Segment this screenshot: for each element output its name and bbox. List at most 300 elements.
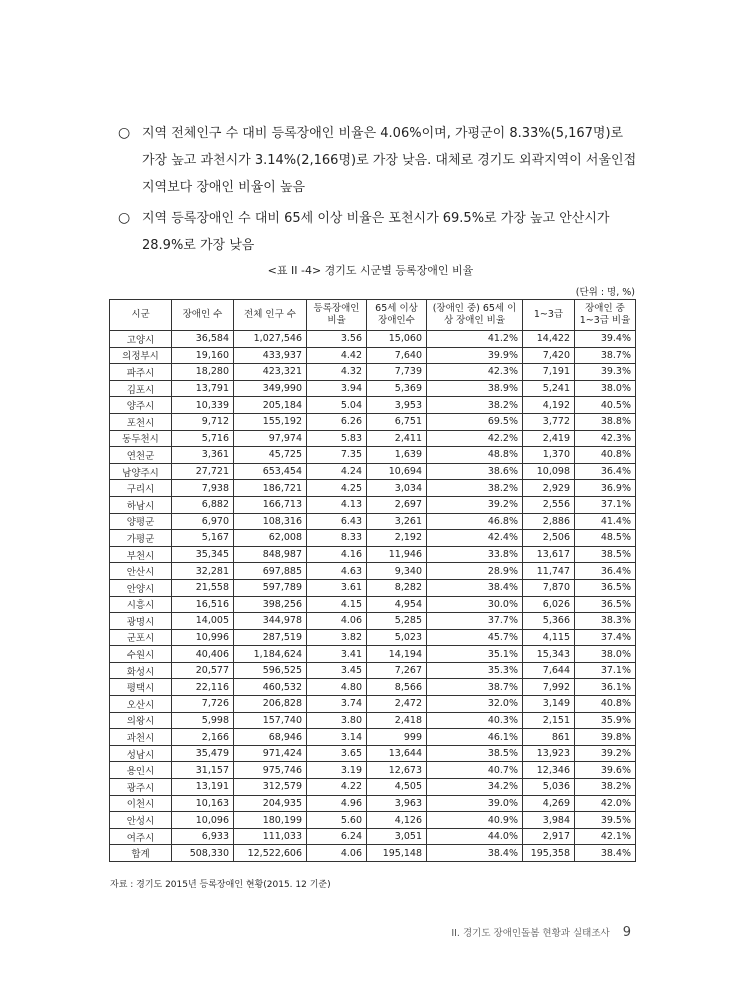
table-row — [110, 397, 636, 414]
value-cell: 46.1% — [427, 729, 523, 746]
value-cell: 4.80 — [307, 679, 367, 696]
table-row — [110, 380, 636, 397]
bullet-text: 지역 전체인구 수 대비 등록장애인 비율은 4.06%이며, 가평군이 8.33%(5,167명)로 가장 높고 과천시가 3.14%(2,166명)로 가장 낮음. 대체로 경기도 외곽지역이 서울인접지역보다 장애인 비율이 높음 — [142, 126, 637, 195]
value-cell: 44.0% — [427, 828, 523, 845]
value-cell: 4.96 — [307, 795, 367, 812]
region-cell: 성남시 — [110, 745, 172, 762]
value-cell: 5,167 — [172, 530, 234, 547]
value-cell: 5,285 — [367, 613, 427, 630]
value-cell: 349,990 — [234, 380, 307, 397]
value-cell: 41.2% — [427, 331, 523, 348]
region-cell: 이천시 — [110, 795, 172, 812]
value-cell: 42.3% — [575, 430, 636, 447]
value-cell: 35,345 — [172, 546, 234, 563]
value-cell: 69.5% — [427, 413, 523, 430]
value-cell: 36.4% — [575, 563, 636, 580]
value-cell: 2,697 — [367, 496, 427, 513]
value-cell: 4.15 — [307, 596, 367, 613]
value-cell: 7.35 — [307, 447, 367, 464]
value-cell: 5.83 — [307, 430, 367, 447]
value-cell: 38.4% — [575, 845, 636, 862]
value-cell: 38.2% — [427, 397, 523, 414]
value-cell: 40,406 — [172, 646, 234, 663]
value-cell: 1,370 — [523, 447, 575, 464]
value-cell: 7,644 — [523, 662, 575, 679]
region-cell: 포천시 — [110, 413, 172, 430]
table-row — [110, 812, 636, 829]
table-row — [110, 447, 636, 464]
value-cell: 166,713 — [234, 496, 307, 513]
value-cell: 12,522,606 — [234, 845, 307, 862]
table-row — [110, 729, 636, 746]
table-row — [110, 563, 636, 580]
value-cell: 33.8% — [427, 546, 523, 563]
table-row — [110, 413, 636, 430]
value-cell: 4,192 — [523, 397, 575, 414]
region-cell: 광주시 — [110, 779, 172, 796]
value-cell: 13,617 — [523, 546, 575, 563]
bullet-item — [118, 120, 638, 201]
region-cell: 화성시 — [110, 662, 172, 679]
value-cell: 1,639 — [367, 447, 427, 464]
value-cell: 287,519 — [234, 629, 307, 646]
value-cell: 4,269 — [523, 795, 575, 812]
value-cell: 38.7% — [575, 347, 636, 364]
region-cell: 부천시 — [110, 546, 172, 563]
value-cell: 62,008 — [234, 530, 307, 547]
value-cell: 6.43 — [307, 513, 367, 530]
value-cell: 971,424 — [234, 745, 307, 762]
bullet-list — [118, 120, 638, 263]
value-cell: 344,978 — [234, 613, 307, 630]
table-row — [110, 795, 636, 812]
value-cell: 38.7% — [427, 679, 523, 696]
value-cell: 975,746 — [234, 762, 307, 779]
value-cell: 38.5% — [427, 745, 523, 762]
header-cell: 전체 인구 수 — [234, 300, 307, 331]
table-body — [110, 331, 636, 862]
value-cell: 10,096 — [172, 812, 234, 829]
value-cell: 3,953 — [367, 397, 427, 414]
value-cell: 9,340 — [367, 563, 427, 580]
value-cell: 7,420 — [523, 347, 575, 364]
value-cell: 40.5% — [575, 397, 636, 414]
header-cell: 65세 이상 장애인수 — [367, 300, 427, 331]
footer-section-title: II. 경기도 장애인돌봄 현황과 실태조사 — [451, 928, 610, 939]
value-cell: 861 — [523, 729, 575, 746]
value-cell: 3,149 — [523, 696, 575, 713]
table-header-row — [110, 300, 636, 331]
value-cell: 1,184,624 — [234, 646, 307, 663]
value-cell: 42.4% — [427, 530, 523, 547]
region-cell: 하남시 — [110, 496, 172, 513]
disability-ratio-table — [109, 299, 636, 862]
value-cell: 3,051 — [367, 828, 427, 845]
value-cell: 2,506 — [523, 530, 575, 547]
value-cell: 38.2% — [575, 779, 636, 796]
bullet-item — [118, 205, 638, 259]
table-row — [110, 546, 636, 563]
value-cell: 460,532 — [234, 679, 307, 696]
value-cell: 3.14 — [307, 729, 367, 746]
value-cell: 3.80 — [307, 712, 367, 729]
value-cell: 848,987 — [234, 546, 307, 563]
table-row — [110, 679, 636, 696]
value-cell: 5,036 — [523, 779, 575, 796]
value-cell: 8,282 — [367, 579, 427, 596]
table-caption: <표 II -4> 경기도 시군별 등록장애인 비율 — [267, 264, 474, 277]
value-cell: 7,870 — [523, 579, 575, 596]
value-cell: 3.65 — [307, 745, 367, 762]
region-cell: 안양시 — [110, 579, 172, 596]
circle-bullet-icon: ○ — [118, 210, 131, 226]
value-cell: 2,418 — [367, 712, 427, 729]
table-row — [110, 613, 636, 630]
value-cell: 13,791 — [172, 380, 234, 397]
value-cell: 39.9% — [427, 347, 523, 364]
value-cell: 39.2% — [575, 745, 636, 762]
value-cell: 35,479 — [172, 745, 234, 762]
header-cell: 장애인 중 1~3급 비율 — [575, 300, 636, 331]
value-cell: 1,027,546 — [234, 331, 307, 348]
region-cell: 안성시 — [110, 812, 172, 829]
table-row — [110, 629, 636, 646]
header-cell: 1~3급 — [523, 300, 575, 331]
value-cell: 6.26 — [307, 413, 367, 430]
table-row — [110, 596, 636, 613]
value-cell: 3.61 — [307, 579, 367, 596]
value-cell: 508,330 — [172, 845, 234, 862]
region-cell: 의왕시 — [110, 712, 172, 729]
table-row — [110, 779, 636, 796]
value-cell: 999 — [367, 729, 427, 746]
value-cell: 22,116 — [172, 679, 234, 696]
region-cell: 양주시 — [110, 397, 172, 414]
value-cell: 697,885 — [234, 563, 307, 580]
value-cell: 8,566 — [367, 679, 427, 696]
header-cell: 장애인 수 — [172, 300, 234, 331]
value-cell: 2,192 — [367, 530, 427, 547]
header-cell: 등록장애인 비율 — [307, 300, 367, 331]
value-cell: 41.4% — [575, 513, 636, 530]
value-cell: 4.13 — [307, 496, 367, 513]
value-cell: 195,148 — [367, 845, 427, 862]
value-cell: 31,157 — [172, 762, 234, 779]
value-cell: 13,923 — [523, 745, 575, 762]
value-cell: 48.5% — [575, 530, 636, 547]
region-cell: 가평군 — [110, 530, 172, 547]
value-cell: 38.8% — [575, 413, 636, 430]
value-cell: 40.9% — [427, 812, 523, 829]
value-cell: 3,772 — [523, 413, 575, 430]
value-cell: 2,472 — [367, 696, 427, 713]
table-row — [110, 530, 636, 547]
value-cell: 40.7% — [427, 762, 523, 779]
value-cell: 596,525 — [234, 662, 307, 679]
region-cell: 동두천시 — [110, 430, 172, 447]
value-cell: 4.25 — [307, 480, 367, 497]
value-cell: 9,712 — [172, 413, 234, 430]
value-cell: 7,191 — [523, 364, 575, 381]
value-cell: 111,033 — [234, 828, 307, 845]
value-cell: 14,194 — [367, 646, 427, 663]
value-cell: 12,346 — [523, 762, 575, 779]
value-cell: 5.60 — [307, 812, 367, 829]
value-cell: 3.74 — [307, 696, 367, 713]
value-cell: 27,721 — [172, 463, 234, 480]
value-cell: 157,740 — [234, 712, 307, 729]
table-row — [110, 579, 636, 596]
value-cell: 15,343 — [523, 646, 575, 663]
region-cell: 과천시 — [110, 729, 172, 746]
table-row — [110, 712, 636, 729]
value-cell: 39.0% — [427, 795, 523, 812]
value-cell: 2,411 — [367, 430, 427, 447]
value-cell: 3.94 — [307, 380, 367, 397]
value-cell: 40.3% — [427, 712, 523, 729]
value-cell: 3,963 — [367, 795, 427, 812]
page-number: 9 — [622, 925, 631, 940]
region-cell: 구리시 — [110, 480, 172, 497]
value-cell: 36.4% — [575, 463, 636, 480]
value-cell: 13,644 — [367, 745, 427, 762]
table-row — [110, 696, 636, 713]
value-cell: 34.2% — [427, 779, 523, 796]
value-cell: 39.8% — [575, 729, 636, 746]
region-cell: 김포시 — [110, 380, 172, 397]
value-cell: 5.04 — [307, 397, 367, 414]
value-cell: 7,992 — [523, 679, 575, 696]
region-cell: 연천군 — [110, 447, 172, 464]
value-cell: 4.16 — [307, 546, 367, 563]
value-cell: 37.1% — [575, 496, 636, 513]
value-cell: 42.0% — [575, 795, 636, 812]
value-cell: 42.1% — [575, 828, 636, 845]
value-cell: 28.9% — [427, 563, 523, 580]
value-cell: 4.22 — [307, 779, 367, 796]
circle-bullet-icon: ○ — [118, 125, 131, 141]
value-cell: 10,996 — [172, 629, 234, 646]
value-cell: 36,584 — [172, 331, 234, 348]
value-cell: 597,789 — [234, 579, 307, 596]
value-cell: 2,929 — [523, 480, 575, 497]
header-cell: 시군 — [110, 300, 172, 331]
value-cell: 15,060 — [367, 331, 427, 348]
value-cell: 398,256 — [234, 596, 307, 613]
table-row — [110, 513, 636, 530]
value-cell: 37.7% — [427, 613, 523, 630]
value-cell: 3,261 — [367, 513, 427, 530]
value-cell: 5,998 — [172, 712, 234, 729]
region-cell: 광명시 — [110, 613, 172, 630]
value-cell: 4.06 — [307, 845, 367, 862]
value-cell: 4,954 — [367, 596, 427, 613]
table-row — [110, 762, 636, 779]
table-row — [110, 430, 636, 447]
value-cell: 8.33 — [307, 530, 367, 547]
region-cell: 안산시 — [110, 563, 172, 580]
value-cell: 2,419 — [523, 430, 575, 447]
value-cell: 36.5% — [575, 579, 636, 596]
value-cell: 40.8% — [575, 696, 636, 713]
region-cell: 평택시 — [110, 679, 172, 696]
value-cell: 13,191 — [172, 779, 234, 796]
value-cell: 38.5% — [575, 546, 636, 563]
value-cell: 6,933 — [172, 828, 234, 845]
table-row — [110, 662, 636, 679]
value-cell: 97,974 — [234, 430, 307, 447]
value-cell: 36.5% — [575, 596, 636, 613]
value-cell: 10,098 — [523, 463, 575, 480]
table-row — [110, 347, 636, 364]
value-cell: 32,281 — [172, 563, 234, 580]
value-cell: 186,721 — [234, 480, 307, 497]
value-cell: 7,726 — [172, 696, 234, 713]
value-cell: 42.3% — [427, 364, 523, 381]
source-note: 자료 : 경기도 2015년 등록장애인 현황(2015. 12 기준) — [110, 880, 331, 890]
value-cell: 35.9% — [575, 712, 636, 729]
value-cell: 423,321 — [234, 364, 307, 381]
value-cell: 38.2% — [427, 480, 523, 497]
value-cell: 2,166 — [172, 729, 234, 746]
value-cell: 38.9% — [427, 380, 523, 397]
value-cell: 180,199 — [234, 812, 307, 829]
value-cell: 46.8% — [427, 513, 523, 530]
table-row — [110, 845, 636, 862]
value-cell: 4.42 — [307, 347, 367, 364]
region-cell: 시흥시 — [110, 596, 172, 613]
value-cell: 4,115 — [523, 629, 575, 646]
value-cell: 32.0% — [427, 696, 523, 713]
region-cell: 양평군 — [110, 513, 172, 530]
value-cell: 39.2% — [427, 496, 523, 513]
table-row — [110, 364, 636, 381]
value-cell: 12,673 — [367, 762, 427, 779]
value-cell: 6,751 — [367, 413, 427, 430]
value-cell: 36.1% — [575, 679, 636, 696]
region-cell: 남양주시 — [110, 463, 172, 480]
value-cell: 6,026 — [523, 596, 575, 613]
value-cell: 6,882 — [172, 496, 234, 513]
value-cell: 39.6% — [575, 762, 636, 779]
value-cell: 2,556 — [523, 496, 575, 513]
value-cell: 205,184 — [234, 397, 307, 414]
value-cell: 38.0% — [575, 380, 636, 397]
value-cell: 21,558 — [172, 579, 234, 596]
value-cell: 14,005 — [172, 613, 234, 630]
value-cell: 5,366 — [523, 613, 575, 630]
value-cell: 38.4% — [427, 579, 523, 596]
region-cell: 고양시 — [110, 331, 172, 348]
region-cell: 합계 — [110, 845, 172, 862]
region-cell: 수원시 — [110, 646, 172, 663]
value-cell: 39.3% — [575, 364, 636, 381]
value-cell: 7,267 — [367, 662, 427, 679]
value-cell: 5,369 — [367, 380, 427, 397]
value-cell: 155,192 — [234, 413, 307, 430]
value-cell: 10,339 — [172, 397, 234, 414]
table-row — [110, 646, 636, 663]
value-cell: 16,516 — [172, 596, 234, 613]
value-cell: 14,422 — [523, 331, 575, 348]
value-cell: 3,984 — [523, 812, 575, 829]
bullet-text: 지역 등록장애인 수 대비 65세 이상 비율은 포천시가 69.5%로 가장 높고 안산시가 28.9%로 가장 낮음 — [142, 211, 610, 253]
value-cell: 5,241 — [523, 380, 575, 397]
value-cell: 10,694 — [367, 463, 427, 480]
value-cell: 4.24 — [307, 463, 367, 480]
value-cell: 7,938 — [172, 480, 234, 497]
value-cell: 20,577 — [172, 662, 234, 679]
value-cell: 4.32 — [307, 364, 367, 381]
value-cell: 37.4% — [575, 629, 636, 646]
value-cell: 4,126 — [367, 812, 427, 829]
table-row — [110, 828, 636, 845]
value-cell: 38.4% — [427, 845, 523, 862]
table-row — [110, 463, 636, 480]
value-cell: 4.63 — [307, 563, 367, 580]
value-cell: 653,454 — [234, 463, 307, 480]
table-unit: (단위 : 명, %) — [575, 287, 635, 298]
value-cell: 3.56 — [307, 331, 367, 348]
value-cell: 108,316 — [234, 513, 307, 530]
value-cell: 35.1% — [427, 646, 523, 663]
value-cell: 5,716 — [172, 430, 234, 447]
value-cell: 3.45 — [307, 662, 367, 679]
value-cell: 19,160 — [172, 347, 234, 364]
value-cell: 2,151 — [523, 712, 575, 729]
value-cell: 3.41 — [307, 646, 367, 663]
value-cell: 433,937 — [234, 347, 307, 364]
region-cell: 파주시 — [110, 364, 172, 381]
value-cell: 2,886 — [523, 513, 575, 530]
region-cell: 오산시 — [110, 696, 172, 713]
value-cell: 18,280 — [172, 364, 234, 381]
value-cell: 48.8% — [427, 447, 523, 464]
value-cell: 6.24 — [307, 828, 367, 845]
value-cell: 38.6% — [427, 463, 523, 480]
value-cell: 312,579 — [234, 779, 307, 796]
value-cell: 11,747 — [523, 563, 575, 580]
value-cell: 37.1% — [575, 662, 636, 679]
table-row — [110, 745, 636, 762]
value-cell: 3.19 — [307, 762, 367, 779]
header-cell: (장애인 중) 65세 이상 장애인 비율 — [427, 300, 523, 331]
value-cell: 38.3% — [575, 613, 636, 630]
value-cell: 7,739 — [367, 364, 427, 381]
value-cell: 10,163 — [172, 795, 234, 812]
table-row — [110, 496, 636, 513]
value-cell: 45,725 — [234, 447, 307, 464]
value-cell: 3,034 — [367, 480, 427, 497]
value-cell: 68,946 — [234, 729, 307, 746]
value-cell: 7,640 — [367, 347, 427, 364]
value-cell: 6,970 — [172, 513, 234, 530]
table-row — [110, 480, 636, 497]
value-cell: 30.0% — [427, 596, 523, 613]
region-cell: 군포시 — [110, 629, 172, 646]
value-cell: 3.82 — [307, 629, 367, 646]
value-cell: 42.2% — [427, 430, 523, 447]
value-cell: 39.4% — [575, 331, 636, 348]
region-cell: 용인시 — [110, 762, 172, 779]
region-cell: 여주시 — [110, 828, 172, 845]
value-cell: 36.9% — [575, 480, 636, 497]
value-cell: 38.0% — [575, 646, 636, 663]
value-cell: 4,505 — [367, 779, 427, 796]
value-cell: 35.3% — [427, 662, 523, 679]
value-cell: 3,361 — [172, 447, 234, 464]
page-footer — [451, 925, 631, 940]
